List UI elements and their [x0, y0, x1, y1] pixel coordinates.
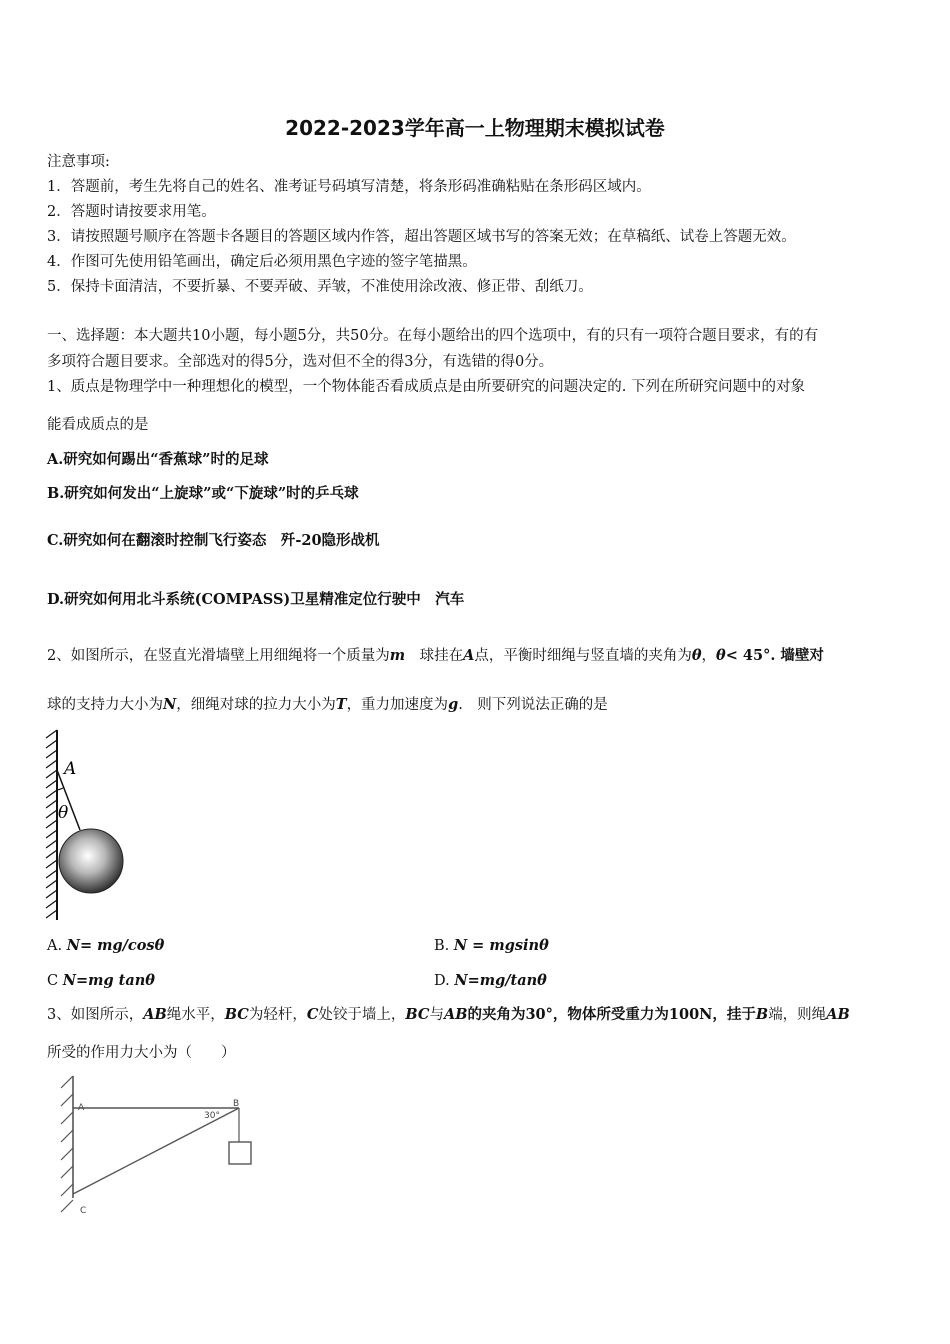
theta-label: θ	[58, 803, 69, 823]
question-2-option-d: D. N=mg/tanθ	[434, 972, 547, 989]
section-1-intro-line-1: 一、选择题：本大题共10小题，每小题5分，共50分。在每小题给出的四个选项中，有的只有一项符合题目要求，有的有	[47, 328, 819, 344]
point-c-label: C	[80, 1206, 87, 1216]
question-3-stem-line-1: 3、如图所示，AB绳水平，BC为轻杆，C处铰于墙上，BC与AB的夹角为30°，物体所受重力为100N，挂于B端，则绳AB	[47, 1006, 850, 1023]
question-2-stem-line-1: 2、如图所示，在竖直光滑墙壁上用细绳将一个质量为m 球挂在A点，平衡时细绳与竖直墙的夹角为θ，θ< 45°. 墙壁对	[47, 647, 824, 664]
point-a-label: A	[64, 759, 77, 779]
question-1-stem-line-2: 能看成质点的是	[47, 417, 149, 433]
question-1-option-a: A.研究如何踢出“香蕉球”时的足球	[47, 451, 269, 468]
notice-item-3: 3．请按照题号顺序在答题卡各题目的答题区域内作答，超出答题区域书写的答案无效；在草稿纸、试卷上答题无效。	[47, 229, 796, 245]
page-title: 2022-2023学年高一上物理期末模拟试卷	[285, 116, 665, 140]
point-a-label: A	[78, 1103, 85, 1113]
notice-item-2: 2．答题时请按要求用笔。	[47, 204, 216, 220]
question-1-option-b: B.研究如何发出“上旋球”或“下旋球”时的乒乓球	[47, 485, 359, 502]
question-1-option-c: C.研究如何在翻滚时控制飞行姿态 歼-20隐形战机	[47, 532, 380, 549]
question-1-option-d: D.研究如何用北斗系统(COMPASS)卫星精准定位行驶中 汽车	[47, 591, 465, 608]
question-2-stem-line-2: 球的支持力大小为N，细绳对球的拉力大小为T，重力加速度为g. 则下列说法正确的是	[47, 696, 608, 713]
wall-hatching	[61, 1076, 73, 1212]
question-1-stem-line-1: 1、质点是物理学中一种理想化的模型，一个物体能否看成质点是由所要研究的问题决定的. 下列在所研究问题中的对象	[47, 379, 805, 395]
notice-item-5: 5．保持卡面清洁，不要折暴、不要弄破、弄皱，不准使用涂改液、修正带、刮纸刀。	[47, 279, 593, 295]
section-1-intro-line-2: 多项符合题目要求。全部选对的得5分，选对但不全的得3分，有选错的得0分。	[47, 354, 554, 370]
wall-hatching	[46, 730, 57, 918]
rope-rod-figure	[56, 1072, 256, 1218]
question-2-option-a: A. N= mg/cosθ	[47, 937, 165, 954]
notice-heading: 注意事项:	[47, 154, 110, 170]
question-3-stem-line-2: 所受的作用力大小为（ ）	[47, 1045, 236, 1061]
ball	[59, 829, 123, 893]
notice-item-4: 4．作图可先使用铅笔画出，确定后必须用黑色字迹的签字笔描黑。	[47, 254, 477, 270]
point-b-label: B	[233, 1099, 240, 1109]
wall-ball-figure	[44, 728, 134, 924]
hanging-block	[229, 1142, 251, 1164]
question-2-option-b: B. N = mgsinθ	[434, 937, 549, 954]
angle-30-label: 30°	[204, 1111, 220, 1121]
notice-item-1: 1．答题前，考生先将自己的姓名、准考证号码填写清楚，将条形码准确粘贴在条形码区域内。	[47, 179, 651, 195]
question-2-option-c: C N=mg tanθ	[47, 972, 155, 989]
